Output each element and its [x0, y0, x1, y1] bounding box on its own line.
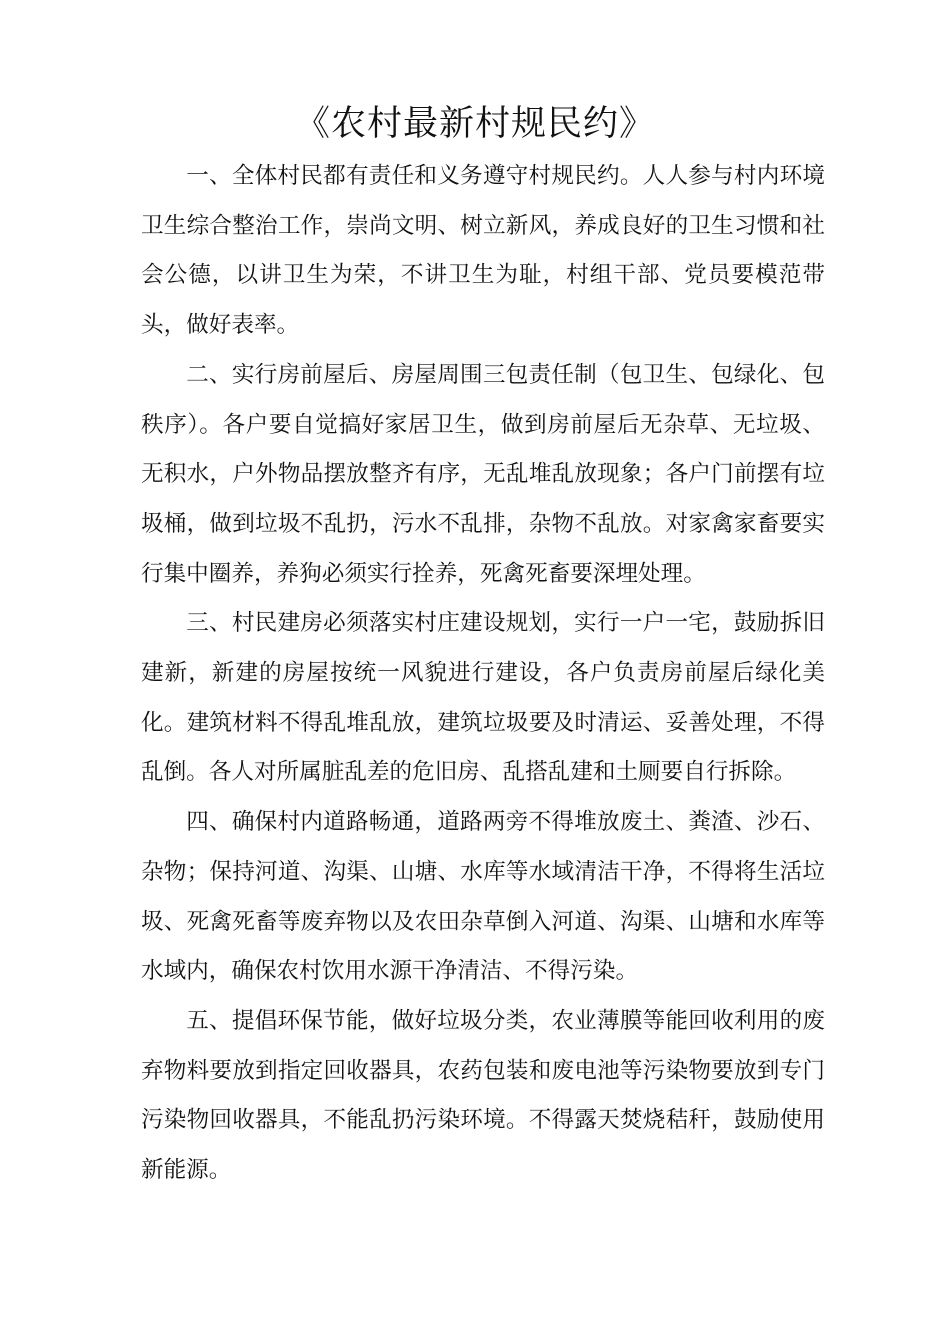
paragraph-2: 二、实行房前屋后、房屋周围三包责任制（包卫生、包绿化、包秩序）。各户要自觉搞好家居卫生，做到房前屋后无杂草、无垃圾、无积水，户外物品摆放整齐有序，无乱堆乱放现象；各户门前摆有垃圾桶，做到垃圾不乱扔，污水不乱排，杂物不乱放。对家禽家畜要实行集中圈养，养狗必须实行拴养，死禽死畜要深埋处理。 — [141, 361, 825, 587]
document-title: 《农村最新村规民约》 — [294, 104, 655, 144]
paragraph-3: 三、村民建房必须落实村庄建设规划，实行一户一宅，鼓励拆旧建新，新建的房屋按统一风貌进行建设，各户负责房前屋后绿化美化。建筑材料不得乱堆乱放，建筑垃圾要及时清运、妥善处理，不得乱倒。各人对所属脏乱差的危旧房、乱搭乱建和土厕要自行拆除。 — [141, 610, 825, 786]
paragraph-5: 五、提倡环保节能，做好垃圾分类，农业薄膜等能回收利用的废弃物料要放到指定回收器具，农药包装和废电池等污染物要放到专门污染物回收器具，不能乱扔污染环境。不得露天焚烧秸秆，鼓励使用新能源。 — [141, 1007, 825, 1184]
paragraph-1: 一、全体村民都有责任和义务遵守村规民约。人人参与村内环境卫生综合整治工作，崇尚文明、树立新风，养成良好的卫生习惯和社会公德，以讲卫生为荣，不讲卫生为耻，村组干部、党员要模范带头，做好表率。 — [141, 163, 825, 339]
document-body — [141, 152, 825, 1196]
paragraph-4: 四、确保村内道路畅通，道路两旁不得堆放废土、粪渣、沙石、杂物；保持河道、沟渠、山塘、水库等水域清洁干净，不得将生活垃圾、死禽死畜等废弃物以及农田杂草倒入河道、沟渠、山塘和水库等水域内，确保农村饮用水源干净清洁、不得污染。 — [141, 809, 825, 985]
